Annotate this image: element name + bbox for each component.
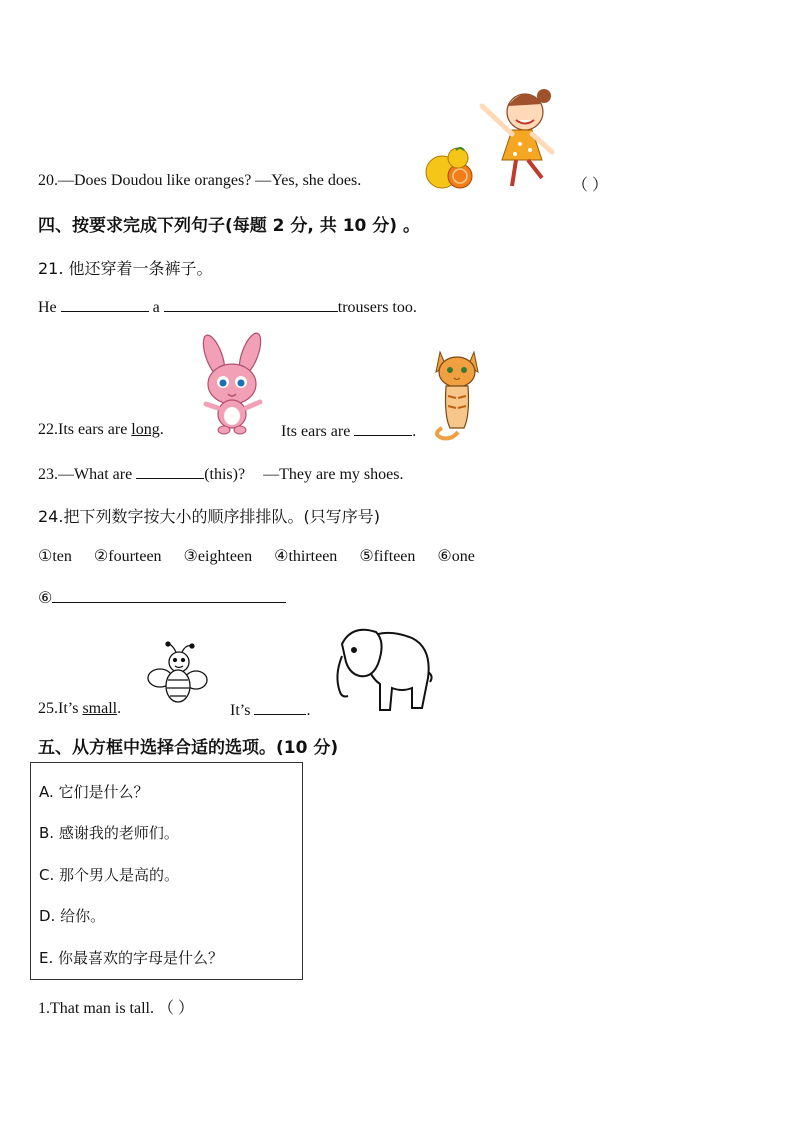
q1-text: 1.That man is tall. — [38, 1000, 154, 1017]
q22-sentence — [38, 421, 164, 439]
q21-a: a — [152, 299, 160, 316]
q21-he: He — [38, 299, 57, 316]
q22-pre: 22.Its ears are — [38, 421, 132, 438]
elephant-illustration — [332, 622, 434, 714]
choice-a: A. 它们是什么？ — [39, 783, 149, 801]
girl-with-oranges-illustration — [420, 84, 570, 194]
rabbit-illustration — [190, 334, 276, 436]
q23-pre: 23.—What are — [38, 466, 133, 483]
q24-option: ⑥one — [437, 548, 475, 565]
q25-post: . — [117, 700, 122, 717]
choice-c: C. 那个男人是高的。 — [39, 866, 180, 884]
rabbit-icon — [199, 331, 265, 434]
q24-answer-line — [38, 588, 286, 608]
bee-icon — [148, 642, 207, 702]
q21-prompt: 21. 他还穿着一条裤子。 — [38, 259, 213, 278]
choice-d: D. 给你。 — [39, 907, 106, 925]
q22-second-text: Its ears are — [281, 423, 351, 440]
orange-icon — [426, 148, 472, 188]
q23-mid: (this)? — [204, 466, 246, 483]
q25-pre: 25.It’s — [38, 700, 83, 717]
choice-e: E. 你最喜欢的字母是什么？ — [39, 949, 224, 967]
q1-line — [38, 995, 194, 1018]
cat-icon — [436, 352, 478, 438]
q24-option: ②fourteen — [93, 548, 162, 565]
q24-option: ①ten — [38, 548, 72, 565]
q23-answer: —They are my shoes. — [263, 466, 404, 483]
section-5-heading: 五、从方框中选择合适的选项。(10 分) — [38, 738, 339, 758]
q25-second-text: It’s — [230, 702, 251, 719]
q20-line — [38, 172, 361, 190]
q22-word: long — [131, 421, 160, 438]
q24-answer-start: ⑥ — [38, 590, 53, 607]
q20-text: 20.—Does Doudou like oranges? —Yes, she does. — [38, 172, 362, 189]
q24-option: ⑤fifteen — [359, 548, 416, 565]
q21-tail: trousers too. — [337, 299, 417, 316]
q22-second — [281, 421, 416, 441]
q25-end: . — [306, 702, 311, 719]
q25-sentence — [38, 700, 121, 718]
q24-answer-blank[interactable] — [52, 588, 286, 603]
section-4-heading: 四、按要求完成下列句子(每题 2 分, 共 10 分) 。 — [38, 216, 420, 236]
q25-blank[interactable] — [254, 700, 306, 715]
q25-second — [230, 700, 310, 720]
q23-blank[interactable] — [136, 464, 204, 479]
q25-word: small — [82, 700, 118, 717]
q20-answer-paren[interactable]: （ ） — [572, 177, 609, 194]
q1-answer-paren[interactable]: （ ） — [157, 1000, 194, 1017]
choices-box — [30, 762, 303, 980]
q21-blank-2[interactable] — [164, 297, 338, 312]
q24-option: ④thirteen — [274, 548, 338, 565]
q24-options — [38, 546, 493, 566]
elephant-icon — [337, 630, 431, 710]
q24-option: ③eighteen — [183, 548, 253, 565]
cat-illustration — [432, 346, 482, 438]
bee-illustration — [146, 642, 208, 712]
q21-blank-1[interactable] — [61, 297, 149, 312]
q23-sentence — [38, 464, 403, 484]
choice-b: B. 感谢我的老师们。 — [39, 824, 179, 842]
q21-sentence — [38, 297, 417, 317]
q22-end: . — [412, 423, 417, 440]
q22-blank[interactable] — [354, 421, 412, 436]
q24-prompt: 24.把下列数字按大小的顺序排排队。(只写序号) — [38, 507, 380, 526]
girl-icon — [482, 89, 552, 186]
q22-post: . — [159, 421, 164, 438]
